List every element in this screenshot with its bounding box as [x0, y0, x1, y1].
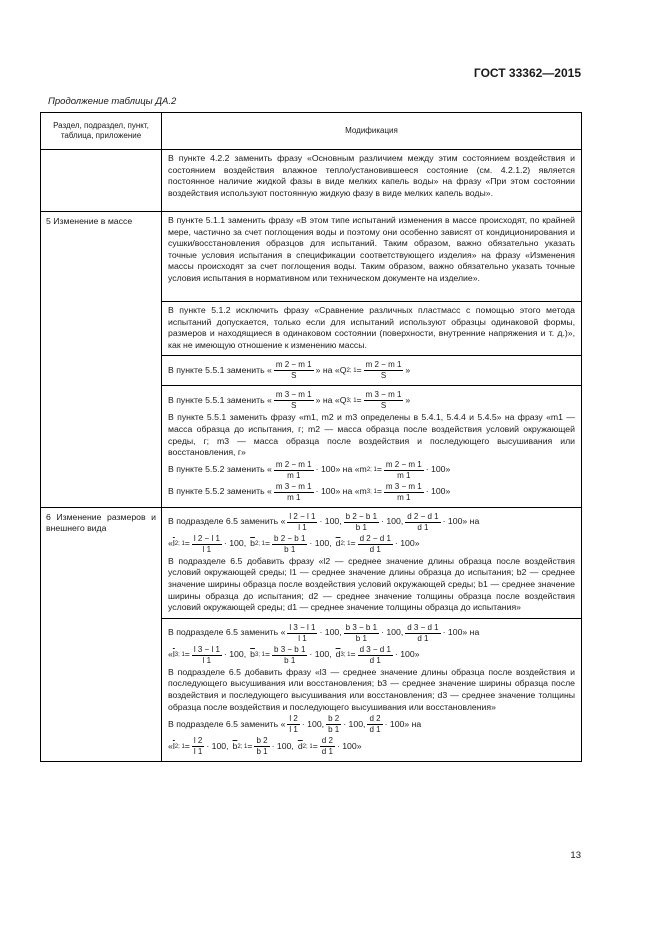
formula-text: = — [247, 740, 253, 751]
modification-cell — [162, 386, 582, 507]
formula-text: · 100» на — [384, 718, 422, 729]
formula-text: · 100» — [336, 740, 362, 751]
formula-text: · 100» — [425, 464, 451, 475]
fraction — [344, 512, 379, 533]
denominator: b 1 — [355, 522, 367, 532]
numerator: m 3 − m 1 — [275, 481, 312, 491]
modification-text: В пункте 5.1.2 исключить фразу «Сравнение различных пластмасс с помощью этого метода испытаний допускается, только если для испытаний используют образцы одинаковой формы, размеров и находящиеся в одинаковом состоянии (поверхности, внутренние напряжения и т. д.)», как не имеющую отношение к изменению массы. — [168, 305, 575, 350]
numerator: m 2 − m 1 — [385, 459, 422, 469]
formula-variable: $\overline{l}$ — [172, 740, 175, 751]
formula-text: · 100, — [319, 516, 342, 527]
section-cell-mass — [41, 212, 162, 508]
numerator: l 3 − l 1 — [193, 644, 220, 654]
formula-line — [168, 623, 575, 644]
formula-line: « $\overline{l}$ 2; 1 = $\frac{l 2 - l 1}{l 1}$ · 100, $\overline{b}$ 2; 1 = $\frac{b 2 - b 1}{b 1}$ · 100, $\overline{d}$ 2; 1 = $\frac{d 2 - d 1}{d 1}$ · 100» — [168, 533, 420, 554]
numerator: d 3 − d 1 — [359, 644, 391, 654]
formula-text: В подразделе 6.5 заменить « — [168, 718, 286, 729]
formula-variable: $\overline{d}$ — [335, 538, 341, 549]
table-caption: Продолжение таблицы ДА.2 — [48, 96, 177, 107]
fraction — [364, 360, 404, 381]
numerator: b 2 — [256, 736, 268, 746]
fraction — [274, 390, 314, 411]
numerator: l 2 — [193, 736, 203, 746]
table-row — [41, 212, 582, 302]
modification-text: В подразделе 6.5 добавить фразу «l3 — среднее значение длины образца после воздействия и последующего высушивания или восстановления; b3 — среднее значение ширины образца после воздействия и последующего высушивания или восстановления; d3 — среднее значение толщины образца после воздействия и последующего высушивания или восстановления» — [168, 666, 575, 712]
formula-text: « — [168, 538, 173, 549]
fraction — [344, 623, 379, 644]
table-row — [41, 150, 582, 212]
fraction — [192, 645, 222, 666]
denominator: S — [380, 401, 387, 411]
formula-text: · 100, — [309, 538, 332, 549]
page-number: 13 — [570, 850, 581, 861]
formula-text: В подразделе 6.5 заменить « — [168, 516, 286, 527]
denominator: d 1 — [369, 725, 381, 735]
formula-text: = — [312, 740, 318, 751]
modification-cell — [162, 212, 582, 302]
modification-cell — [162, 507, 582, 618]
numerator: d 2 − d 1 — [407, 511, 439, 521]
formula-text: В пункте 5.5.2 заменить « — [168, 486, 272, 497]
numerator: b 3 − b 1 — [274, 644, 306, 654]
section-label: 6 Изменение размеров и внешнего вида — [46, 511, 156, 534]
formula-line: В пункте 5.5.1 заменить « $\frac{m 3 - m 1}{S}$ » на «Q 3; 1 = $\frac{m 3 - m 1}{S}$ » — [168, 390, 411, 411]
formula-text: · 100» на «m — [315, 486, 367, 497]
formula-text: · 100» — [425, 486, 451, 497]
numerator: m 3 − m 1 — [365, 390, 402, 400]
modification-text: В пункте 5.1.1 заменить фразу «В этом типе испытаний изменения в массе происходят, по крайней мере, частично за счет поглощения воды и поэтому они особенно зависят от кондиционирования и сушки/восстановления образцов для испытаний. Таким образом, важно обязательно указать точные условия испытания в спецификации соответствующего изделия» на фразу «Изменения массы происходят за счет поглощения воды. Таким образом, важно обязательно указать точные условия испытания в нормативном или техническом документе на изделие». — [168, 215, 575, 283]
formula-text: · 100, — [223, 538, 247, 549]
modification-cell — [162, 302, 582, 356]
fraction — [272, 645, 307, 666]
column-header-section: Раздел, подраздел, пункт, таблица, приложение — [41, 113, 162, 150]
denominator: b 1 — [284, 655, 296, 665]
fraction — [254, 736, 269, 757]
formula-text: = — [350, 538, 356, 549]
denominator: l 1 — [298, 633, 307, 643]
denominator: b 1 — [284, 544, 296, 554]
fraction — [358, 534, 393, 555]
formula-text: · 100» на — [442, 627, 480, 638]
formula-line: В пункте 5.5.2 заменить « $\frac{m 2 - m 1}{m 1}$ · 100» на «m 2; 1 = $\frac{m 2 - m 1}{m 1}$ · 100» — [168, 459, 451, 480]
fraction — [320, 736, 335, 757]
formula-text: = — [264, 538, 271, 549]
fraction — [405, 512, 440, 533]
fraction — [367, 714, 382, 735]
table-row — [41, 507, 582, 618]
formula-variable: $\overline{b}$ — [250, 538, 255, 549]
formula-text: = — [184, 740, 190, 751]
formula-text: · 100, — [223, 649, 247, 660]
table-header-row — [41, 113, 582, 150]
formula-variable: $\overline{l}$ — [172, 649, 175, 660]
modification-text: В пункте 5.5.1 заменить фразу «m1, m2 и m3 определены в 5.4.1, 5.4.4 и 5.4.5» на фразу «m1 — масса образца до испытания, г; m2 — масса образца после воздействия условий окружающей среды, г; m3 — масса образца после воздействия и последующего высушивания или восстановления, г» — [168, 412, 575, 458]
modification-cell — [162, 356, 582, 386]
formula-variable: $\overline{b}$ — [250, 649, 255, 660]
numerator: l 2 − l 1 — [193, 533, 220, 543]
denominator: S — [380, 371, 387, 381]
formula-text: = — [356, 395, 362, 406]
denominator: d 1 — [369, 655, 381, 665]
fraction — [192, 736, 204, 757]
formula-text: В пункте 5.5.1 заменить « — [168, 365, 272, 376]
denominator: d 1 — [417, 522, 429, 532]
section-cell-dimensions — [41, 507, 162, 761]
formula-text: = — [376, 464, 382, 475]
formula-text: · 100, — [381, 627, 404, 638]
formula-text: « — [168, 740, 173, 751]
fraction — [287, 714, 299, 735]
formula-variable: $\overline{l}$ — [172, 538, 175, 549]
modification-cell — [162, 150, 582, 212]
numerator: d 3 − d 1 — [407, 622, 439, 632]
fraction — [364, 390, 404, 411]
formula-text: · 100, — [309, 649, 332, 660]
fraction — [405, 623, 440, 644]
formula-text: · 100, — [381, 516, 404, 527]
denominator: l 1 — [202, 544, 212, 554]
formula-variable: $\overline{d}$ — [335, 649, 341, 660]
fraction — [358, 645, 393, 666]
document-code: ГОСТ 33362—2015 — [473, 66, 581, 80]
section-cell — [41, 150, 162, 212]
numerator: l 2 — [289, 714, 298, 724]
fraction — [274, 482, 314, 503]
numerator: m 2 − m 1 — [275, 459, 312, 469]
formula-text: В пункте 5.5.1 заменить « — [168, 395, 272, 406]
denominator: l 1 — [289, 725, 298, 735]
formula-text: = — [356, 365, 362, 376]
numerator: b 2 — [328, 714, 340, 724]
formula-variable: $\overline{b}$ — [232, 740, 238, 751]
fraction — [287, 512, 317, 533]
numerator: m 2 − m 1 — [365, 360, 402, 370]
denominator: S — [291, 401, 297, 411]
numerator: b 2 − b 1 — [274, 533, 306, 543]
modification-cell — [162, 618, 582, 761]
formula-text: · 100, — [319, 627, 342, 638]
formula-text: = — [350, 649, 356, 660]
denominator: d 1 — [417, 633, 429, 643]
formula-text: » на «Q — [315, 395, 347, 406]
section-label: 5 Изменение в массе — [46, 216, 133, 226]
modification-table — [40, 112, 582, 762]
denominator: l 1 — [202, 655, 212, 665]
numerator: d 2 − d 1 — [359, 533, 391, 543]
fraction — [274, 460, 314, 481]
fraction — [192, 534, 222, 555]
formula-line: В пункте 5.5.1 заменить « $\frac{m 2 - m 1}{S}$ » на «Q 2; 1 = $\frac{m 2 - m 1}{S}$ » — [168, 360, 411, 381]
denominator: b 1 — [256, 747, 268, 757]
formula-text: = — [184, 649, 190, 660]
formula-text: · 100» — [394, 538, 420, 549]
modification-text: В пункте 4.2.2 заменить фразу «Основным различием между этим состоянием воздействия и состоянием воздействия влажное тепло/установившееся состояние (см. 4.2.1.2) является постоянное наличие жидкой фазы в виде мелких капель воды» на фразу «При этом состоянии воздействия используют постоянную жидкую фазу в виде мелких капель воды». — [168, 153, 575, 198]
column-header-modification: Модификация — [162, 113, 582, 150]
formula-text: = — [376, 486, 382, 497]
numerator: l 2 − l 1 — [289, 511, 316, 521]
formula-text: · 100» на «m — [315, 464, 367, 475]
denominator: m 1 — [287, 470, 301, 480]
numerator: b 3 − b 1 — [345, 622, 378, 632]
formula-text: · 100» на — [442, 516, 480, 527]
denominator: l 1 — [193, 747, 203, 757]
formula-text: · 100, — [343, 718, 366, 729]
denominator: l 1 — [298, 522, 307, 532]
formula-line: « $\overline{l}$ 3; 1 = $\frac{l 3 - l 1}{l 1}$ · 100, $\overline{b}$ 3; 1 = $\frac{b 3 - b 1}{b 1}$ · 100, $\overline{d}$ 3; 1 = $\frac{d 3 - d 1}{d 1}$ · 100» — [168, 644, 420, 665]
formula-text: » — [405, 395, 411, 406]
fraction — [384, 482, 424, 503]
numerator: l 3 − l 1 — [289, 622, 316, 632]
denominator: d 1 — [369, 544, 381, 554]
numerator: d 2 — [321, 736, 333, 746]
formula-text: · 100» — [394, 649, 420, 660]
formula-variable: $\overline{d}$ — [297, 740, 303, 751]
formula-text: В подразделе 6.5 заменить « — [168, 627, 286, 638]
denominator: m 1 — [397, 470, 411, 480]
formula-line — [168, 714, 575, 735]
numerator: b 2 − b 1 — [345, 511, 378, 521]
modification-text: В подразделе 6.5 добавить фразу «l2 — среднее значение длины образца после воздействия условий окружающей среды; l1 — среднее значение длины образца до испытания; b2 — среднее значение ширины образца после воздействия условий окружающей среды; b1 — среднее значение ширины образца до испытания; d2 — среднее значение толщины образца после воздействия условий окружающей среды; d1 — среднее значение толщины образца до испытания» — [168, 555, 575, 613]
fraction — [326, 714, 341, 735]
formula-line: В пункте 5.5.2 заменить « $\frac{m 3 - m 1}{m 1}$ · 100» на «m 3; 1 = $\frac{m 3 - m 1}{m 1}$ · 100» — [168, 481, 451, 502]
denominator: S — [291, 371, 297, 381]
denominator: m 1 — [287, 492, 301, 502]
denominator: m 1 — [397, 492, 411, 502]
numerator: m 3 − m 1 — [385, 481, 422, 491]
formula-text: » — [405, 365, 411, 376]
numerator: m 2 − m 1 — [275, 360, 312, 370]
denominator: d 1 — [321, 747, 333, 757]
formula-text: · 100, — [271, 740, 294, 751]
formula-text: » на «Q — [315, 365, 347, 376]
fraction — [274, 360, 314, 381]
denominator: b 1 — [355, 633, 367, 643]
formula-text: = — [264, 649, 271, 660]
numerator: m 3 − m 1 — [275, 390, 312, 400]
fraction — [272, 534, 307, 555]
formula-text: · 100, — [301, 718, 325, 729]
formula-text: · 100, — [206, 740, 229, 751]
formula-line: « $\overline{l}$ 2; 1 = $\frac{l 2}{l 1}$ · 100, $\overline{b}$ 2; 1 = $\frac{b 2}{b 1}$ · 100, $\overline{d}$ 2; 1 = $\frac{d 2}{d 1}$ · 100» — [168, 736, 362, 757]
formula-text: « — [168, 649, 173, 660]
numerator: d 2 — [369, 714, 381, 724]
fraction — [384, 460, 424, 481]
formula-text: = — [184, 538, 190, 549]
denominator: b 1 — [328, 725, 340, 735]
formula-text: В пункте 5.5.2 заменить « — [168, 464, 272, 475]
fraction — [287, 623, 317, 644]
formula-line — [168, 512, 575, 533]
